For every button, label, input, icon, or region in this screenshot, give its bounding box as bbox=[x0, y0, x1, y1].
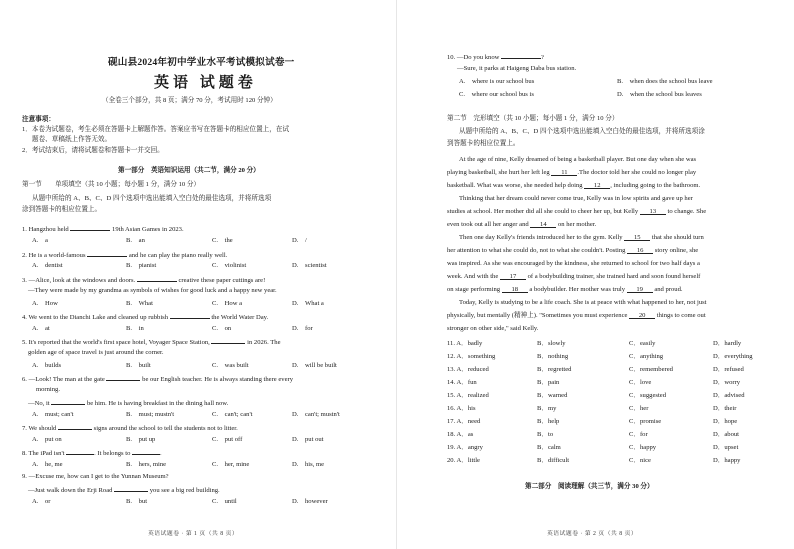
cloze-16-c: C．her bbox=[629, 405, 649, 412]
page-2-footer: 英语试题卷 · 第 2 页（共 8 页） bbox=[547, 531, 638, 537]
passage-line: Today, Kelly is studying to be a life coach. She is at peace with what happened to her, not just bbox=[459, 299, 707, 306]
cloze-13-c: C．remembered bbox=[629, 366, 673, 373]
section-1-instruction-1: 从题中所给的 A、B、C、D 四个选项中选出能填入空白处的最佳选项，并将所选项 bbox=[32, 195, 272, 202]
answer-blank bbox=[132, 447, 160, 455]
q4-option-d: D. for bbox=[292, 325, 313, 332]
answer-blank bbox=[51, 397, 85, 405]
q2-option-a: A. dentist bbox=[32, 262, 63, 269]
q8-option-b: B. hers, mine bbox=[126, 461, 167, 468]
passage-line: physically, but mentally (精神上). "Sometimes you must experience 20 things to come out bbox=[447, 312, 706, 319]
cloze-18-b: B．to bbox=[537, 431, 554, 438]
q7-option-b: B. put up bbox=[126, 436, 156, 443]
q8-option-c: C. her, mine bbox=[212, 461, 250, 468]
passage-line: Thinking that her dream could never come true, Kelly was in low spirits and gave up her bbox=[459, 195, 693, 202]
cloze-12-a: 12. A．something bbox=[447, 353, 496, 360]
cloze-15-a: 15. A．realized bbox=[447, 392, 489, 399]
question-8: 8. The iPad isn't . It belongs to . bbox=[22, 447, 162, 458]
q7-option-c: C. put off bbox=[212, 436, 243, 443]
passage-line: week. And with the 17 of a bodybuilding trainer, she trained hard and soon found herself bbox=[447, 273, 701, 280]
cloze-17-d: D．hope bbox=[713, 418, 738, 425]
answer-blank bbox=[114, 484, 148, 492]
q5-option-d: D. will be built bbox=[292, 362, 337, 369]
passage-line: on stage performing 18 a bodybuilder. Her mother was truly 19 and proud. bbox=[447, 286, 683, 293]
cloze-13-b: B．regretted bbox=[537, 366, 572, 373]
cloze-17-a: 17. A．need bbox=[447, 418, 481, 425]
question-2: 2. He is a world-famous and he can play the piano really well. bbox=[22, 249, 227, 260]
note-1-line-1: 1．本卷为试题卷，考生必须在答题卡上解题作答。答案应书写在答题卡的相应位置上，在试 bbox=[22, 126, 290, 133]
cloze-blank-13: 13 bbox=[640, 207, 666, 215]
note-1-line-2: 题卷、草稿纸上作答无效。 bbox=[32, 136, 112, 143]
answer-blank bbox=[211, 336, 245, 344]
q3-option-b: B. What bbox=[126, 300, 153, 307]
q10-option-b: B. when does the school bus leave bbox=[617, 78, 713, 85]
question-7: 7. We should signs around the school to tell the students not to litter. bbox=[22, 422, 238, 433]
cloze-19-b: B．calm bbox=[537, 444, 561, 451]
q1-option-b: B. an bbox=[126, 237, 145, 244]
part-1-heading: 第一部分 英语知识运用（共二节，满分 20 分） bbox=[118, 167, 260, 174]
cloze-11-d: D．hardly bbox=[713, 340, 742, 347]
q1-option-c: C. the bbox=[212, 237, 233, 244]
cloze-11-c: C．easily bbox=[629, 340, 656, 347]
section-2-instruction-1: 从题中所给的 A、B、C、D 四个选项中选出能填入空白处的最佳选项，并将所选项涂 bbox=[459, 128, 705, 135]
q6-option-a: A. must; can't bbox=[32, 411, 74, 418]
cloze-18-d: D．about bbox=[713, 431, 740, 438]
passage-line: was inspired. As she was encouraged by the kindness, she returned to school for two half days a bbox=[447, 260, 700, 267]
section-1-heading: 第一节 单项填空（共 10 小题；每小题 1 分，满分 10 分） bbox=[22, 181, 201, 188]
q10-option-d: D. when the school bus leaves bbox=[617, 91, 702, 98]
question-6-line-3: —No, it be him. He is having breakfast in the dining hall now. bbox=[28, 397, 228, 408]
passage-line: basketball. What was worse, she needed help doing 12 , including going to the bathroom. bbox=[447, 182, 701, 189]
q5-option-c: C. was built bbox=[212, 362, 249, 369]
q5-option-b: B. built bbox=[126, 362, 151, 369]
passage-line: Then one day Kelly's friends introduced her to the gym. Kelly 15 that she should turn bbox=[459, 234, 704, 241]
q6-option-b: B. must; mustn't bbox=[126, 411, 175, 418]
answer-blank bbox=[58, 422, 92, 430]
cloze-14-b: B．pain bbox=[537, 379, 560, 386]
cloze-13-a: 13. A．reduced bbox=[447, 366, 489, 373]
cloze-12-c: C．anything bbox=[629, 353, 664, 360]
cloze-blank-15: 15 bbox=[624, 233, 650, 241]
cloze-14-a: 14. A．fun bbox=[447, 379, 477, 386]
cloze-blank-14: 14 bbox=[530, 220, 556, 228]
cloze-blank-12: 12 bbox=[584, 181, 610, 189]
q7-option-a: A. put on bbox=[32, 436, 62, 443]
question-1: 1. Hangzhou held 19th Asian Games in 2023. bbox=[22, 223, 184, 234]
cloze-17-b: B．help bbox=[537, 418, 560, 425]
cloze-12-b: B．nothing bbox=[537, 353, 569, 360]
cloze-blank-11: 11 bbox=[551, 168, 577, 176]
q2-option-c: C. violinist bbox=[212, 262, 247, 269]
cloze-14-d: D．worry bbox=[713, 379, 741, 386]
exam-info: （全卷三个部分，共 8 页；满分 70 分，考试用时 120 分钟） bbox=[102, 97, 277, 104]
q1-option-a: A. a bbox=[32, 237, 48, 244]
cloze-20-c: C．nice bbox=[629, 457, 651, 464]
cloze-blank-19: 19 bbox=[627, 285, 653, 293]
cloze-13-d: D．refused bbox=[713, 366, 744, 373]
cloze-16-d: D．their bbox=[713, 405, 737, 412]
question-4: 4. We went to the Dianchi Lake and cleaned up rubbish the World Water Day. bbox=[22, 311, 268, 322]
notes-heading: 注意事项： bbox=[22, 116, 55, 123]
q2-option-b: B. pianist bbox=[126, 262, 157, 269]
question-5: 5. It's reported that the world's first space hotel, Voyager Space Station, in 2026. The bbox=[22, 336, 281, 347]
section-2-heading: 第二节 完形填空（共 10 小题；每小题 1 分，满分 10 分） bbox=[447, 115, 619, 122]
cloze-11-b: B．slowly bbox=[537, 340, 566, 347]
page-2 bbox=[397, 0, 794, 549]
cloze-14-c: C．love bbox=[629, 379, 652, 386]
answer-blank bbox=[106, 373, 140, 381]
q9-option-c: C. until bbox=[212, 498, 237, 505]
q4-option-b: B. in bbox=[126, 325, 144, 332]
q4-option-c: C. on bbox=[212, 325, 232, 332]
q5-option-a: A. builds bbox=[32, 362, 62, 369]
question-9-line-2: —Just walk down the Erji Road you see a big red building. bbox=[28, 484, 220, 495]
cloze-19-a: 19. A．angry bbox=[447, 444, 483, 451]
cloze-18-a: 18. A．as bbox=[447, 431, 474, 438]
cloze-blank-16: 16 bbox=[627, 246, 653, 254]
passage-line: her attention to what she could do, not to what she couldn't. Posting 16 story online, she bbox=[447, 247, 699, 254]
cloze-12-d: D．everything bbox=[713, 353, 753, 360]
part-2-heading: 第二部分 阅读理解（共三节，满分 30 分） bbox=[525, 483, 654, 490]
passage-line: studies at school. Her mother did all she could to cheer her up, but Kelly 13 to change. She bbox=[447, 208, 707, 215]
q3-option-d: D. What a bbox=[292, 300, 324, 307]
cloze-19-d: D．upset bbox=[713, 444, 739, 451]
answer-blank bbox=[87, 249, 127, 257]
passage-line: playing basketball, she hurt her left leg 11 .The doctor told her she could no longer play bbox=[447, 169, 697, 176]
cloze-blank-18: 18 bbox=[502, 285, 528, 293]
note-2: 2．考试结束后，请将试题卷和答题卡一并交回。 bbox=[22, 147, 164, 154]
cloze-blank-17: 17 bbox=[500, 272, 526, 280]
answer-blank bbox=[66, 447, 94, 455]
question-3: 3. —Alice, look at the windows and doors. creative these paper cuttings are! bbox=[22, 274, 265, 285]
question-10-line-2: —Sure, it parks at Haigeng Daba bus station. bbox=[457, 65, 577, 72]
exam-title: 砚山县2024年初中学业水平考试模拟试卷一 bbox=[108, 57, 295, 68]
page-1-footer: 英语试题卷 · 第 1 页（共 8 页） bbox=[148, 531, 239, 537]
cloze-blank-20: 20 bbox=[629, 311, 655, 319]
cloze-15-b: B．warned bbox=[537, 392, 568, 399]
q6-option-d: D. can't; mustn't bbox=[292, 411, 340, 418]
q3-option-c: C. How a bbox=[212, 300, 243, 307]
q10-option-c: C. where our school bus is bbox=[459, 91, 534, 98]
cloze-20-a: 20. A．little bbox=[447, 457, 480, 464]
cloze-19-c: C．happy bbox=[629, 444, 657, 451]
question-5-line-2: golden age of space travel is just around the corner. bbox=[28, 349, 164, 356]
section-1-instruction-2: 涂到答题卡的相应位置上。 bbox=[22, 206, 102, 213]
cloze-11-a: 11. A．badly bbox=[447, 340, 483, 347]
question-6: 6. —Look! The man at the gate be our English teacher. He is always standing there every bbox=[22, 373, 293, 384]
section-2-instruction-2: 到答题卡的相应位置上。 bbox=[447, 140, 520, 147]
question-9: 9. —Excuse me, how can I get to the Yunnan Museum? bbox=[22, 473, 169, 480]
q2-option-d: D. scientist bbox=[292, 262, 327, 269]
question-6-line-2: morning. bbox=[36, 386, 60, 393]
q8-option-d: D. his, me bbox=[292, 461, 325, 468]
cloze-18-c: C．for bbox=[629, 431, 648, 438]
question-3-line-2: —They were made by my grandma as symbols of wishes for good luck and a happy new year. bbox=[28, 287, 277, 294]
q7-option-d: D. put out bbox=[292, 436, 324, 443]
cloze-15-d: D．advised bbox=[713, 392, 745, 399]
answer-blank bbox=[137, 274, 177, 282]
q4-option-a: A. at bbox=[32, 325, 50, 332]
q3-option-a: A. How bbox=[32, 300, 58, 307]
passage-line: even took out all her anger and 14 on her mother. bbox=[447, 221, 597, 228]
answer-blank bbox=[501, 51, 541, 59]
passage-line: stronger on other side," said Kelly. bbox=[447, 325, 539, 332]
cloze-16-b: B．my bbox=[537, 405, 557, 412]
cloze-16-a: 16. A．his bbox=[447, 405, 476, 412]
subject-title: 英语 试题卷 bbox=[154, 75, 257, 91]
cloze-20-d: D．happy bbox=[713, 457, 741, 464]
q9-option-b: B. but bbox=[126, 498, 148, 505]
passage-line: At the age of nine, Kelly dreamed of being a basketball player. But one day when she was bbox=[459, 156, 697, 163]
answer-blank bbox=[170, 311, 210, 319]
answer-blank bbox=[70, 223, 110, 231]
cloze-20-b: B．difficult bbox=[537, 457, 570, 464]
q9-option-a: A. or bbox=[32, 498, 51, 505]
cloze-15-c: C．suggested bbox=[629, 392, 666, 399]
q9-option-d: D. however bbox=[292, 498, 328, 505]
q6-option-c: C. can't; can't bbox=[212, 411, 253, 418]
q10-option-a: A. where is our school bus bbox=[459, 78, 535, 85]
question-10: 10. —Do you know ? bbox=[447, 51, 544, 62]
cloze-17-c: C．promise bbox=[629, 418, 662, 425]
q8-option-a: A. he, me bbox=[32, 461, 63, 468]
q1-option-d: D. / bbox=[292, 237, 307, 244]
